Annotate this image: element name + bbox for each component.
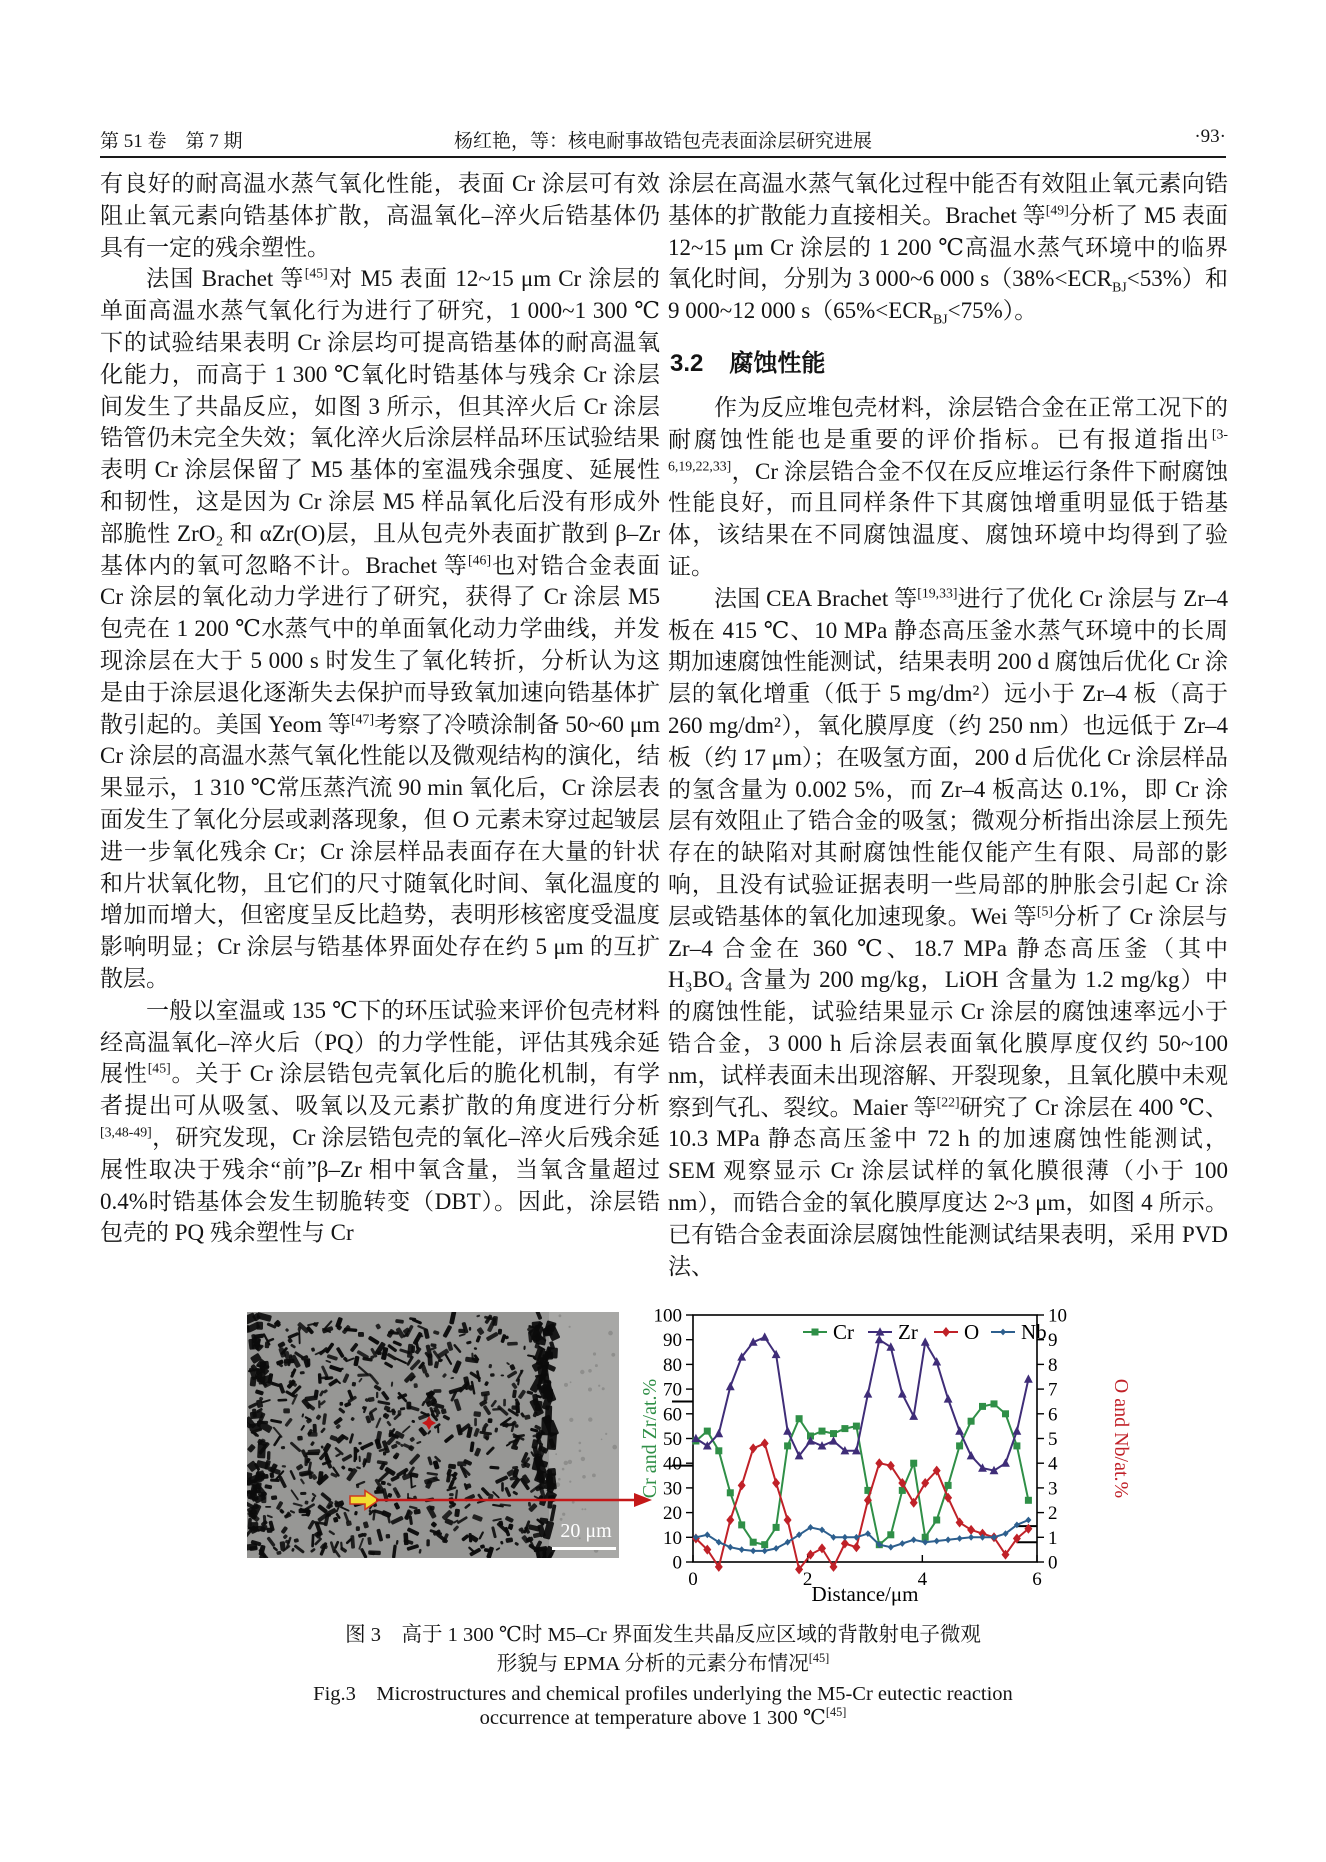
svg-text:Cr and Zr/at.%: Cr and Zr/at.% bbox=[639, 1378, 661, 1499]
body-paragraph: 作为反应堆包壳材料，涂层锆合金在正常工况下的耐腐蚀性能也是重要的评价指标。已有报道指出[3-6,19,22,33]，Cr 涂层锆合金不仅在反应堆运行条件下耐腐蚀性能良好，而且同样条件下其腐蚀增重明显低于锆基体，该结果在不同腐蚀温度、腐蚀环境中均得到了验证。 bbox=[668, 394, 1228, 579]
svg-text:0: 0 bbox=[1048, 1552, 1058, 1574]
svg-text:30: 30 bbox=[663, 1478, 682, 1500]
section-number: 3.2 bbox=[670, 349, 704, 377]
svg-text:1: 1 bbox=[1048, 1527, 1058, 1549]
left-column bbox=[100, 168, 660, 1249]
right-column bbox=[668, 168, 1228, 1282]
svg-text:4: 4 bbox=[1048, 1453, 1058, 1475]
page-number: ·93· bbox=[1194, 126, 1226, 147]
svg-text:10: 10 bbox=[663, 1527, 682, 1549]
body-paragraph: 涂层在高温水蒸气氧化过程中能否有效阻止氧元素向锆基体的扩散能力直接相关。Brachet 等[49]分析了 M5 表面 12~15 μm Cr 涂层的 1 200 ℃高温水蒸气环境中的临界氧化时间，分别为 3 000~6 000 $s(38\%<ECR_{BJ}<53\%)$和 9 000~12 000 $s(65\%<ECR_{BJ}<75\%)$。 bbox=[668, 171, 1229, 327]
svg-text:60: 60 bbox=[663, 1404, 682, 1426]
annotation-arrow bbox=[372, 1489, 654, 1511]
body-paragraph: 有良好的耐高温水蒸气氧化性能，表面 Cr 涂层可有效阻止氧元素向锆基体扩散，高温氧化–淬火后锆基体仍具有一定的残余塑性。 bbox=[100, 171, 661, 260]
figure-caption-en: occurrence at temperature above 1 300 ℃[45] bbox=[479, 1705, 847, 1729]
epma-chart bbox=[635, 1292, 1135, 1607]
scale-bar bbox=[552, 1547, 616, 1550]
body-paragraph: 法国 CEA Brachet 等[19,33]进行了优化 Cr 涂层与 Zr–4 板在 415 ℃、10 MPa 静态高压釜水蒸气环境中的长周期加速腐蚀性能测试，结果表明 200 d 腐蚀后优化 Cr 涂层的氧化增重（低于 5 mg/dm²）远小于 Zr–4 板（高于 260 mg/dm²），氧化膜厚度（约 250 nm）也远低于 Zr–4 板（约 17 μm）；在吸氢方面，200 d 后优化 Cr 涂层样品的氢含量为 0.002 5%，而 Zr–4 板高达 0.1%，即 Cr 涂层有效阻止了锆合金的吸氢；微观分析指出涂层上预先存在的缺陷对其耐腐蚀性能仅能产生有限、局部的影响，且没有试验证据表明一些局部的肿胀会引起 Cr 涂层或锆基体的氧化加速现象。Wei 等[5]分析了 Cr 涂层与 Zr–4 合金在 360 ℃、18.7 MPa 静态高压釜（其中 H₃BO₄ 含量为 200 mg/kg，LiOH 含量为 1.2 mg/kg）中的腐蚀性能，试验结果显示 Cr 涂层的腐蚀速率远小于锆合金，3 000 h 后涂层表面氧化膜厚度仅约 50~100 nm，试样表面未出现溶解、开裂现象，且氧化膜中未观察到气孔、裂纹。Maier 等[22]研究了 Cr 涂层在 400 ℃、10.3 MPa 静态高压釜中 72 h 的加速腐蚀性能测试，SEM 观察显示 Cr 涂层试样的氧化膜很薄（小于 100 nm），而锆合金的氧化膜厚度达 2~3 μm，如图 4 所示。已有锆合金表面涂层腐蚀性能测试结果表明，采用 PVD 法、 bbox=[668, 585, 1228, 1279]
svg-text:2: 2 bbox=[1048, 1503, 1058, 1525]
body-paragraph: 法国 Brachet 等[45]对 M5 表面 12~15 μm Cr 涂层的单面高温水蒸气氧化行为进行了研究，1 000~1 300 ℃下的试验结果表明 Cr 涂层均可提高锆基体的耐高温氧化能力，而高于 1 300 ℃氧化时锆基体与残余 Cr 涂层间发生了共晶反应，如图 3 所示，但其淬火后 Cr 涂层锆管仍未完全失效；氧化淬火后涂层样品环压试验结果表明 Cr 涂层保留了 M5 基体的室温残余强度、延展性和韧性，这是因为 Cr 涂层 M5 样品氧化后没有形成外部脆性 ZrO₂ 和 αZr(O)层，且从包壳外表面扩散到 β–Zr 基体内的氧可忽略不计。Brachet 等[46]也对锆合金表面 Cr 涂层的氧化动力学进行了研究，获得了 Cr 涂层 M5 包壳在 1 200 ℃水蒸气中的单面氧化动力学曲线，并发现涂层在大于 5 000 s 时发生了氧化转折，分析认为这是由于涂层退化逐渐失去保护而导致氧加速向锆基体扩散引起的。美国 Yeom 等[47]考察了冷喷涂制备 50~60 μm Cr 涂层的高温水蒸气氧化性能以及微观结构的演化，结果显示，1 310 ℃常压蒸汽流 90 min 氧化后，Cr 涂层表面发生了氧化分层或剥落现象，但 O 元素未穿过起皱层进一步氧化残余 Cr；Cr 涂层样品表面存在大量的针状和片状氧化物，且它们的尺寸随氧化时间、氧化温度的增加而增大，但密度呈反比趋势，表明形核密度受温度影响明显；Cr 涂层与锆基体界面处存在约 5 μm 的互扩散层。 bbox=[100, 265, 661, 991]
svg-text:50: 50 bbox=[663, 1429, 682, 1450]
svg-text:70: 70 bbox=[663, 1379, 682, 1401]
journal-issue: 第 51 卷 第 7 期 bbox=[100, 131, 243, 152]
svg-text:6: 6 bbox=[1048, 1404, 1058, 1426]
svg-text:Cr: Cr bbox=[833, 1320, 854, 1344]
svg-text:O: O bbox=[964, 1320, 980, 1344]
svg-text:3: 3 bbox=[1048, 1478, 1058, 1500]
svg-text:40: 40 bbox=[663, 1453, 682, 1475]
svg-text:0: 0 bbox=[672, 1552, 682, 1574]
header-rule bbox=[100, 156, 1226, 158]
epma-line-chart bbox=[635, 1292, 1135, 1607]
svg-text:9: 9 bbox=[1048, 1330, 1058, 1352]
svg-text:8: 8 bbox=[1048, 1354, 1058, 1376]
svg-text:90: 90 bbox=[663, 1330, 682, 1352]
svg-text:100: 100 bbox=[653, 1305, 682, 1327]
svg-text:2: 2 bbox=[802, 1569, 813, 1590]
figure-caption-en: Fig.3 Microstructures and chemical profiles underlying the M5-Cr eutectic reaction bbox=[313, 1683, 1013, 1705]
svg-text:4: 4 bbox=[917, 1569, 928, 1590]
svg-text:O and Nb/at.%: O and Nb/at.% bbox=[1110, 1378, 1132, 1499]
svg-text:80: 80 bbox=[663, 1354, 682, 1376]
svg-text:0: 0 bbox=[688, 1569, 698, 1590]
figure-caption-cn: 图 3 高于 1 300 ℃时 M5–Cr 界面发生共晶反应区域的背散射电子微观 bbox=[345, 1624, 981, 1646]
body-paragraph: 一般以室温或 135 ℃下的环压试验来评价包壳材料经高温氧化–淬火后（PQ）的力学性能，评估其残余延展性[45]。关于 Cr 涂层锆包壳氧化后的脆化机制，有学者提出可从吸氢、吸氧以及元素扩散的角度进行分析[3,48-49]，研究发现，Cr 涂层锆包壳的氧化–淬火后残余延展性取决于残余“前”β–Zr 相中氧含量，当氧含量超过 0.4%时锆基体会发生韧脆转变（DBT）。因此，涂层锆包壳的 PQ 残余塑性与 Cr bbox=[100, 997, 661, 1246]
svg-text:7: 7 bbox=[1048, 1379, 1058, 1401]
section-title: 腐蚀性能 bbox=[729, 349, 826, 377]
svg-text:5: 5 bbox=[1048, 1429, 1058, 1450]
svg-text:Distance/μm: Distance/μm bbox=[811, 1582, 919, 1606]
svg-text:Nb: Nb bbox=[1021, 1320, 1047, 1344]
section-heading bbox=[670, 343, 1228, 378]
figure-caption-cn: 形貌与 EPMA 分析的元素分布情况[45] bbox=[496, 1651, 830, 1675]
running-title: 杨红艳，等：核电耐事故锆包壳表面涂层研究进展 bbox=[453, 131, 872, 152]
scale-bar-label: 20 μm bbox=[560, 1520, 612, 1542]
svg-text:Zr: Zr bbox=[898, 1320, 918, 1344]
svg-text:20: 20 bbox=[663, 1503, 682, 1525]
svg-text:6: 6 bbox=[1032, 1569, 1042, 1590]
svg-text:10: 10 bbox=[1048, 1305, 1067, 1327]
